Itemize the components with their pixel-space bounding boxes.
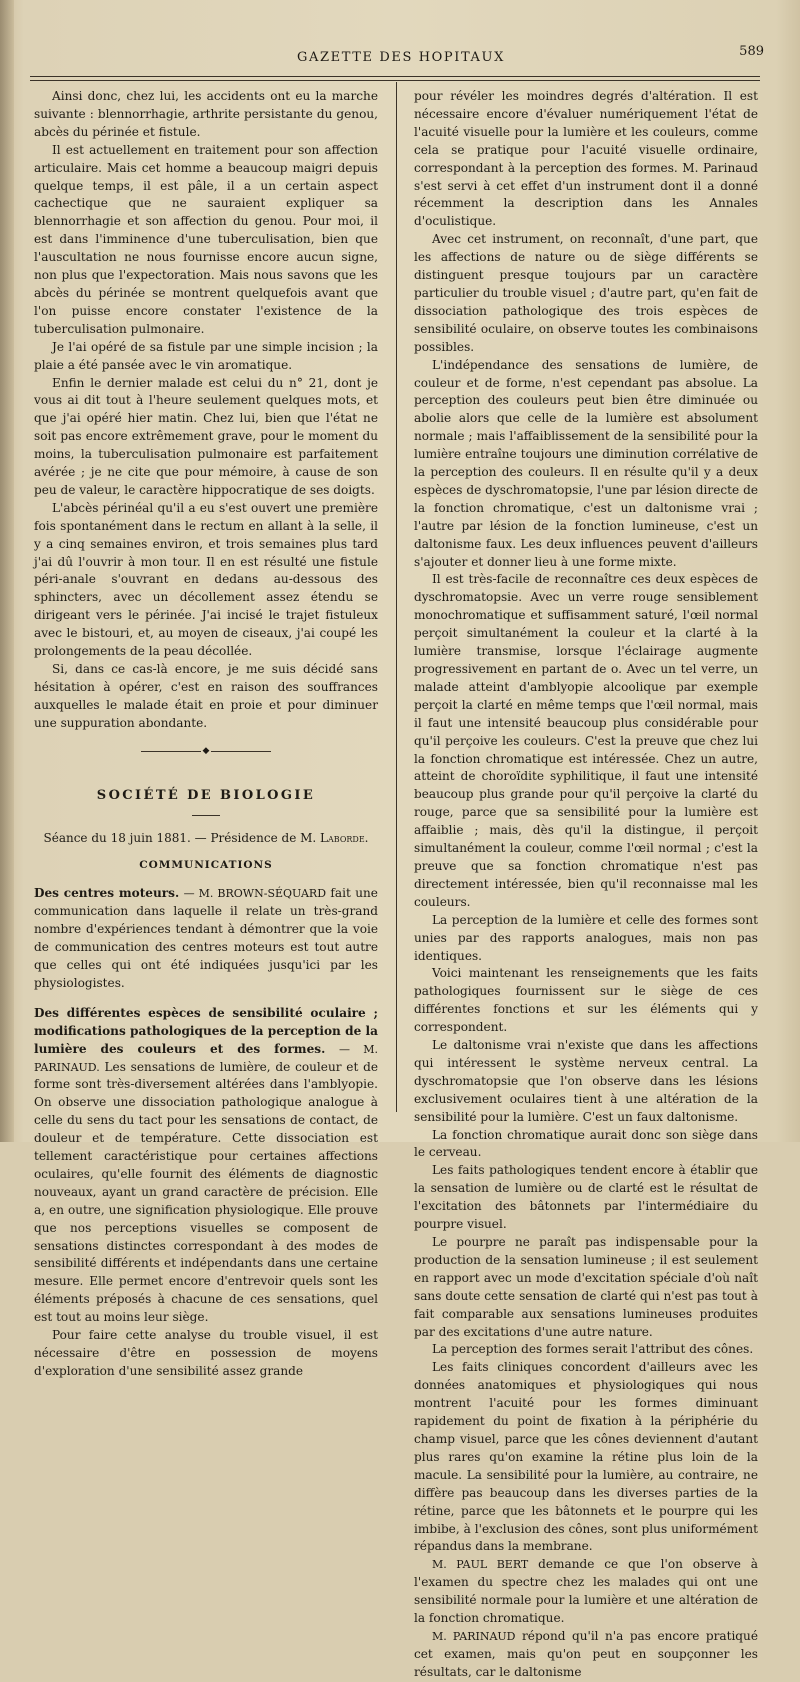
paragraph: L'indépendance des sensations de lumière, de couleur et de forme, n'est cependant pas absolue. La perception des couleurs peut bien être diminuée ou abolie alors que celle de la lumière est absolument normale ; mais l'affaiblissement de la sensibilité pour la lumière entraîne toujours une diminution corrélative de la perception des couleurs. Il en résulte qu'il y a deux espèces de dyschromatopsie, l'une par lésion directe de la fonction chromatique, c'est un daltonisme vrai ; l'autre par lésion de la fonction lumineuse, c'est un daltonisme faux. Les deux influences peuvent d'ailleurs s'ajouter et donner lieu à une forme mixte. <box>414 357 758 569</box>
title-rule <box>192 815 220 816</box>
seance-president: Laborde. <box>320 830 369 845</box>
section-ornament: ◆ <box>34 747 378 757</box>
binding-edge <box>0 0 14 1142</box>
paragraph: Il est très-facile de reconnaître ces deux espèces de dyschromatopsie. Avec un verre rouge sensiblement monochromatique et suffisamment saturé, l'œil normal perçoit simultanément la couleur et la clarté à la lumière transmise, lorsque l'éclairage augmente progressivement en partant de o. Avec un tel verre, un malade atteint d'amblyopie alcoolique par exemple perçoit la clarté en même temps que l'œil normal, mais il faut une intensité beaucoup plus considérable pour qu'il perçoive les couleurs. C'est la preuve que chez lui la fonction chromatique est intéressée. Chez un autre, atteint de choroïdite syphilitique, il faut une intensité beaucoup plus grande pour qu'il perçoive la clarté du rouge, parce que sa sensibilité pour la lumière est affaiblie ; mais, dès qu'il la distingue, il perçoit simultanément la couleur, comme l'œil normal ; c'est la preuve que sa fonction chromatique n'est pas directement intéressée, bien qu'il reconnaisse mal les couleurs. <box>414 572 758 909</box>
paragraph: pour révéler les moindres degrés d'altération. Il est nécessaire encore d'évaluer numériquement l'état de l'acuité visuelle pour la lumière et les couleurs, comme cela se pratique pour l'acuité visuelle ordinaire, correspondant à la perception des formes. M. Parinaud s'est servi à cet effet d'un instrument dont il a donné récemment la description dans les Annales d'oculistique. <box>414 89 758 229</box>
seance-text: Séance du 18 juin 1881. — Présidence de M. <box>43 830 321 845</box>
paragraph: Le daltonisme vrai n'existe que dans les affections qui intéressent le système nerveux central. La dyschromatopsie que l'on observe dans les lésions exclusivement oculaires tient à une altération de la sensibilité pour la lumière. C'est un faux daltonisme. <box>414 1038 758 1124</box>
speaker-text: répond qu'il n'a pas encore pratiqué cet examen, mais qu'on peut en soupçonner les résultats, car le daltonisme <box>414 1628 758 1679</box>
left-column <box>34 88 378 1381</box>
communication-item <box>34 1005 378 1327</box>
item-text: Les sensations de lumière, de couleur et de forme sont très-diversement altérées dans l'amblyopie. On observe une dissociation pathologique analogue à celle du sens du tact pour les sensations de contact, de douleur et de température. Cette dissociation est tellement caractéristique pour certaines affections oculaires, qu'elle fournit des éléments de diagnostic nouveaux, ayant un grand caractère de précision. Elle a, en outre, une signification physiologique. Elle prouve que nos perceptions visuelles se composent de sensations distinctes correspondant à des modes de sensibilité différents et indépendants dans une certaine mesure. Elle permet encore d'entrevoir quels sont les éléments préposés à chacune de ces sensations, quel est tout au moins leur siège. <box>34 1059 378 1325</box>
paragraph: Je l'ai opéré de sa fistule par une simple incision ; la plaie a été pansée avec le vin aromatique. <box>34 339 378 372</box>
item-title: Des différentes espèces de sensibilité oculaire ; modifications pathologiques de la perception de la lumière des couleurs et des formes. <box>34 1005 378 1056</box>
column-divider <box>396 82 397 1112</box>
speaker-name: M. PAUL BERT <box>432 1558 529 1572</box>
paragraph: Enfin le dernier malade est celui du n° 21, dont je vous ai dit tout à l'heure seulement quelques mots, et que j'ai opéré hier matin. Chez lui, bien que l'état ne soit pas encore extrêmement grave, pour le moment du moins, la tuberculisation pulmonaire est parfaitement avérée ; je ne cite que pour mémoire, à cause de son peu de valeur, le caractère hippocratique de ses doigts. <box>34 375 378 497</box>
paragraph: Pour faire cette analyse du trouble visuel, il est nécessaire d'être en possession de moyens d'exploration d'une sensibilité assez grande <box>34 1328 378 1378</box>
paragraph: Les faits pathologiques tendent encore à établir que la sensation de lumière ou de clarté est le résultat de l'excitation des bâtonnets par l'intermédiaire du pourpre visuel. <box>414 1163 758 1232</box>
communications-heading: COMMUNICATIONS <box>139 859 273 872</box>
page-number: 589 <box>739 44 764 59</box>
paragraph: Il est actuellement en traitement pour son affection articulaire. Mais cet homme a beaucoup maigri depuis quelque temps, il est pâle, il a un certain aspect cachectique que ne sauraient expliquer sa blennorrhagie et son affection du genou. Pour moi, il est dans l'imminence d'une tuberculisation, bien que l'auscultation ne nous fournisse encore aucun signe, non plus que l'expectoration. Mais nous savons que les abcès du périnée se montrent quelquefois avant que l'on puisse encore constater l'existence de la tuberculisation pulmonaire. <box>34 142 378 336</box>
paragraph: La perception des formes serait l'attribut des cônes. <box>432 1342 754 1357</box>
paragraph <box>414 1556 758 1628</box>
paragraph: La perception de la lumière et celle des formes sont unies par des rapports analogues, mais non pas identiques. <box>414 912 758 963</box>
item-title: Des centres moteurs. <box>34 886 180 901</box>
paragraph: Voici maintenant les renseignements que les faits pathologiques fournissent sur le siège de ces différentes fonctions et sur les éléments qui y correspondent. <box>414 966 758 1035</box>
seance-line <box>34 830 378 848</box>
section-title: SOCIÉTÉ DE BIOLOGIE <box>96 787 316 803</box>
right-column <box>414 88 758 1682</box>
paragraph: Les faits cliniques concordent d'ailleurs avec les données anatomiques et physiologiques qui nous montrent l'acuité pour les formes diminuant rapidement du point de fixation à la périphérie du champ visuel, parce que les cônes deviennent d'autant plus rares qu'on examine la rétine plus loin de la macule. La sensibilité pour la lumière, au contraire, ne diffère pas beaucoup dans les diverses parties de la rétine, parce que les bâtonnets et le pourpre qui les imbibe, à l'exclusion des cônes, sont plus uniformément répandus dans la membrane. <box>414 1360 758 1554</box>
speaker-name: M. PARINAUD <box>432 1629 516 1643</box>
paragraph <box>414 1628 758 1682</box>
paragraph: La fonction chromatique aurait donc son siège dans le cerveau. <box>414 1127 758 1160</box>
header-rule-bottom <box>30 80 760 81</box>
speaker-text: demande ce que l'on observe à l'examen du spectre chez les malades qui ont une sensibilité normale pour la lumière et une altération de la fonction chromatique. <box>414 1557 759 1626</box>
page-header <box>30 42 772 74</box>
paragraph: Le pourpre ne paraît pas indispensable pour la production de la sensation lumineuse ; il est seulement en rapport avec un mode d'excitation spéciale d'où naît sans doute cette sensation de clarté qui n'est pas tout à fait comparable aux sensations lumineuses produites par des excitations d'une autre nature. <box>414 1235 758 1339</box>
paragraph: Avec cet instrument, on reconnaît, d'une part, que les affections de nature ou de siège différents se distinguent presque toujours par un caractère particulier du trouble visuel ; d'autre part, qu'en fait de dissociation pathologique des trois espèces de sensibilité oculaire, on observe toutes les combinaisons possibles. <box>414 232 758 354</box>
communication-item <box>34 885 378 992</box>
paragraph: L'abcès périnéal qu'il a eu s'est ouvert une première fois spontanément dans le rectum en allant à la selle, il y a cinq semaines environ, et trois semaines plus tard j'ai dû l'ouvrir à mon tour. Il en est résulté une fistule péri-anale s'ouvrant en dedans au-dessous des sphincters, avec un décollement assez étendu se dirigeant vers le périnée. J'ai incisé le trajet fistuleux avec le bistouri, et, au moyen de ciseaux, j'ai coupé les prolongements de la peau décollée. <box>34 500 378 659</box>
item-text: fait une communication dans laquelle il relate un très-grand nombre d'expériences tendant à démontrer que la voie de communication des centres moteurs est tout autre que celles qui ont été indiquées jusqu'ici par les physiologistes. <box>34 886 378 990</box>
item-author: — M. PARINAUD. <box>34 1042 378 1074</box>
item-author: — M. BROWN-SÉQUARD <box>183 887 327 901</box>
paragraph: Si, dans ce cas-là encore, je me suis décidé sans hésitation à opérer, c'est en raison des souffrances auxquelles le malade était en proie et pour diminuer une suppuration abondante. <box>34 662 378 730</box>
journal-title: GAZETTE DES HOPITAUX <box>297 50 505 65</box>
paragraph: Ainsi donc, chez lui, les accidents ont eu la marche suivante : blennorrhagie, arthrite persistante du genou, abcès du périnée et fistule. <box>34 89 378 139</box>
header-rule-top <box>30 76 760 77</box>
